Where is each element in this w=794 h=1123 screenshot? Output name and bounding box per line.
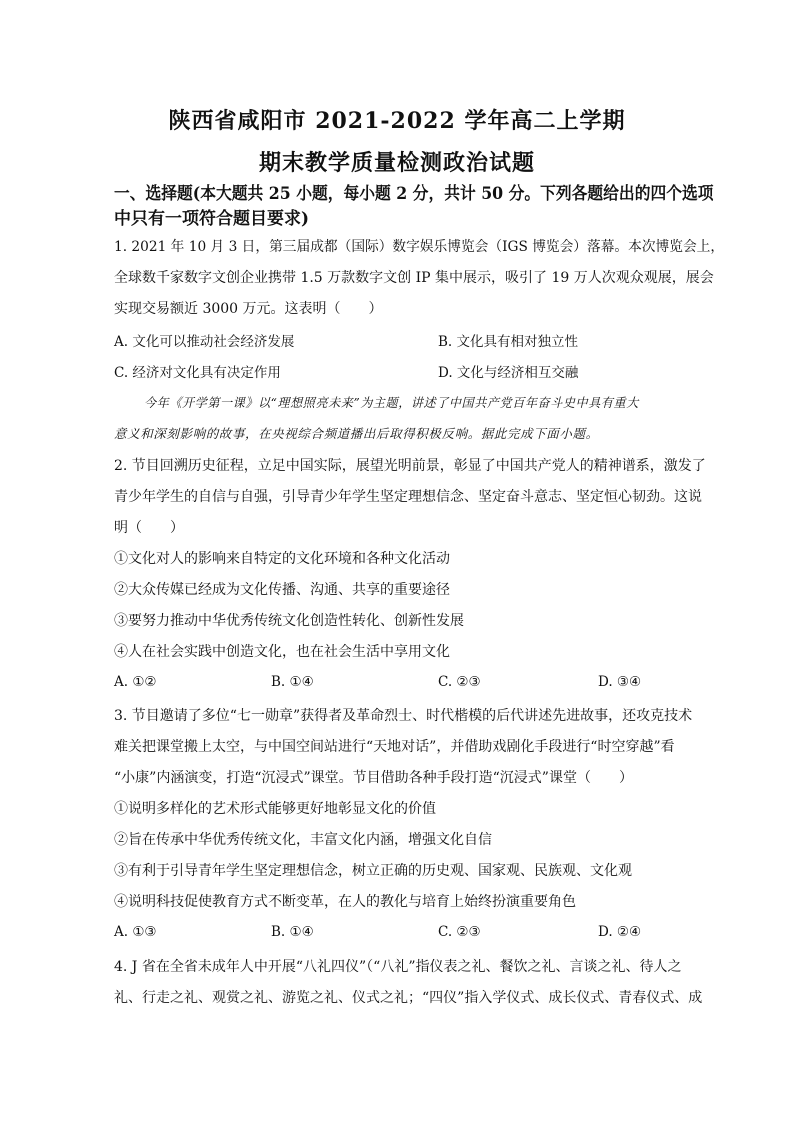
question-2-option-c: C. ②③ (438, 674, 481, 690)
question-3-statement: ④说明科技促使教育方式不断变革，在人的教化与培育上始终扮演重要角色 (114, 894, 576, 910)
question-2-line: 2. 节目回溯历史征程，立足中国实际，展望光明前景，彰显了中国共产党人的精神谱系，激发了 (114, 458, 706, 474)
section-heading-line1: 一、选择题(本大题共 25 小题，每小题 2 分，共计 50 分。下列各题给出的四个选项 (114, 184, 714, 204)
question-2-option-d: D. ③④ (598, 674, 642, 690)
question-3-statement: ③有利于引导青年学生坚定理想信念，树立正确的历史观、国家观、民族观、文化观 (114, 863, 632, 879)
question-2-line: 青少年学生的自信与自强，引导青少年学生坚定理想信念、坚定奋斗意志、坚定恒心韧劲。这说 (114, 489, 702, 505)
question-1-line: 1. 2021 年 10 月 3 日，第三届成都（国际）数字娱乐博览会（IGS 博览会）落幕。本次博览会上， (114, 239, 725, 255)
question-1-option-d: D. 文化与经济相互交融 (438, 365, 579, 381)
question-1-option-a: A. 文化可以推动社会经济发展 (114, 334, 295, 350)
question-3-option-d: D. ②④ (598, 924, 642, 940)
question-3-option-c: C. ②③ (438, 924, 481, 940)
question-1-option-c: C. 经济对文化具有决定作用 (114, 365, 281, 381)
question-1-line: 全球数千家数字文创企业携带 1.5 万款数字文创 IP 集中展示，吸引了 19 万人次观众观展，展会 (114, 270, 714, 286)
question-2-statement: ③要努力推动中华优秀传统文化创造性转化、创新性发展 (114, 613, 464, 629)
question-3-option-b: B. ①④ (271, 924, 314, 940)
question-2-statement: ②大众传媒已经成为文化传播、沟通、共享的重要途径 (114, 582, 450, 598)
question-1-line: 实现交易额近 3000 万元。这表明（ ） (114, 301, 383, 317)
question-2-line: 明（ ） (114, 520, 184, 536)
exam-title: 陕西省咸阳市 2021-2022 学年高二上学期 (168, 108, 626, 134)
question-4-line: 礼、行走之礼、观赏之礼、游览之礼、仪式之礼；“四仪”指入学仪式、成长仪式、青春仪式、成 (114, 990, 703, 1006)
question-3-line: “小康”内涵演变，打造“沉浸式”课堂。节目借助各种手段打造“沉浸式”课堂（ ） (114, 770, 633, 786)
question-3-line: 难关把课堂搬上太空，与中国空间站进行“天地对话”，并借助戏剧化手段进行“时空穿越”看 (114, 739, 675, 755)
question-2-option-a: A. ①② (114, 674, 157, 690)
section-heading-line2: 中只有一项符合题目要求) (114, 209, 310, 229)
question-1-option-b: B. 文化具有相对独立性 (438, 334, 579, 350)
exam-subtitle: 期末教学质量检测政治试题 (258, 150, 535, 176)
question-3-line: 3. 节目邀请了多位“七一勋章”获得者及革命烈士、时代楷模的后代讲述先进故事，还攻克技术 (114, 708, 693, 724)
question-3-statement: ①说明多样化的艺术形式能够更好地彰显文化的价值 (114, 801, 436, 817)
question-4-line: 4. J 省在全省未成年人中开展“八礼四仪”（“八礼”指仪表之礼、餐饮之礼、言谈之礼、待人之 (114, 959, 682, 975)
question-2-statement: ①文化对人的影响来自特定的文化环境和各种文化活动 (114, 551, 450, 567)
question-2-option-b: B. ①④ (271, 674, 314, 690)
question-3-option-a: A. ①③ (114, 924, 157, 940)
material-line: 今年《开学第一课》以“理想照亮未来”为主题，讲述了中国共产党百年奋斗史中具有重大 (144, 395, 639, 410)
question-3-statement: ②旨在传承中华优秀传统文化，丰富文化内涵，增强文化自信 (114, 832, 492, 848)
question-2-statement: ④人在社会实践中创造文化，也在社会生活中享用文化 (114, 644, 450, 660)
material-line: 意义和深刻影响的故事，在央视综合频道播出后取得积极反响。据此完成下面小题。 (114, 426, 599, 441)
